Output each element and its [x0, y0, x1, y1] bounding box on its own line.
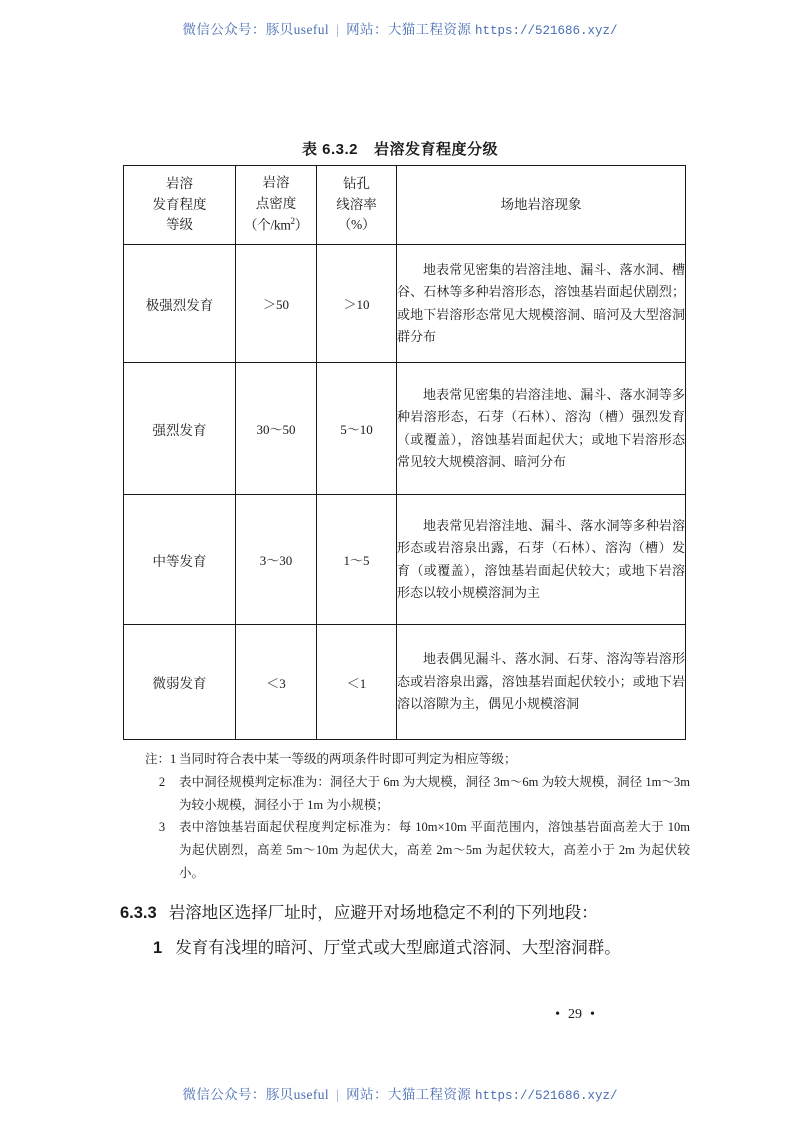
- header-grade-line-1: 岩溶: [166, 175, 193, 191]
- cell-density: ＜3: [236, 625, 317, 740]
- page-folio: [0, 1007, 800, 1023]
- header-density-unit-exponent: 2: [290, 216, 295, 227]
- table-notes: [145, 748, 690, 885]
- watermark-wechat-label: 微信公众号：豚贝useful: [182, 22, 330, 37]
- header-cell-grade: [124, 166, 236, 245]
- header-cell-point-density: [236, 166, 317, 245]
- cell-rate: ＜1: [317, 625, 397, 740]
- note-item: [145, 771, 690, 817]
- clause-text: 岩溶地区选择厂址时，应避开对场地稳定不利的下列地段：: [168, 904, 598, 922]
- watermark-wechat-label: 微信公众号：豚贝useful: [182, 1087, 330, 1102]
- watermark-url: https://521686.xyz/: [475, 1089, 618, 1103]
- folio-inner: [197, 1007, 603, 1023]
- note-text: 表中溶蚀基岩面起伏程度判定标准为：每 10m×10m 平面范围内，溶蚀基岩面高差大于 10m 为起伏剧烈，高差 5m～10m 为起伏大，高差 2m～5m 为起伏较大，高差小于 2m 为起伏较小。: [179, 820, 690, 880]
- watermark-separator: |: [336, 1087, 340, 1102]
- watermark-separator: |: [336, 22, 340, 37]
- header-density-line-2: 点密度: [255, 196, 297, 212]
- table-header: [124, 166, 686, 245]
- header-cell-borehole-dissolution-rate: [317, 166, 397, 245]
- note-label: 3: [158, 820, 166, 835]
- cell-phenomena: 地表常见密集的岩溶洼地、漏斗、落水洞、槽谷、石林等多种岩溶形态，溶蚀基岩面起伏剧烈；或地下岩溶形态常见大规模溶洞、暗河及大型溶洞群分布: [397, 245, 686, 363]
- table-body: [124, 245, 686, 740]
- cell-density: 3～30: [236, 495, 317, 625]
- watermark-site-label: 网站：大猫工程资源: [346, 1087, 472, 1102]
- cell-rate: 1～5: [317, 495, 397, 625]
- clause-paragraph: [120, 898, 685, 929]
- watermark-site-label: 网站：大猫工程资源: [346, 22, 472, 37]
- clause-number: 6.3.3: [120, 904, 157, 922]
- clause-item-text: 发育有浅埋的暗河、厅堂式或大型廊道式溶洞、大型溶洞群。: [175, 938, 621, 957]
- header-density-unit-main: （个/km: [244, 217, 291, 233]
- table-header-row: [124, 166, 686, 245]
- table-row: [124, 245, 686, 363]
- header-grade-line-3: 等级: [166, 217, 193, 233]
- note-item: [145, 748, 690, 771]
- cell-grade: 微弱发育: [124, 625, 236, 740]
- table-caption: [0, 138, 800, 159]
- header-density-line-1: 岩溶: [262, 175, 290, 191]
- table-row: [124, 625, 686, 740]
- note-label: 2: [158, 774, 166, 789]
- header-grade-line-2: 发育程度: [152, 196, 207, 212]
- table-caption-title: 岩溶发育程度分级: [374, 141, 499, 158]
- footer-watermark: [0, 1083, 800, 1103]
- table-row: [124, 363, 686, 495]
- cell-grade: 强烈发育: [124, 363, 236, 495]
- folio-page-number: 29: [568, 1007, 582, 1022]
- cell-rate: 5～10: [317, 363, 397, 495]
- header-rate-unit: （%）: [337, 217, 376, 233]
- header-rate-line-2: 线溶率: [336, 196, 377, 212]
- cell-density: ＞50: [236, 245, 317, 363]
- clause-item-number: 1: [153, 938, 163, 957]
- header-density-unit-close: ）: [294, 217, 308, 233]
- folio-left-dot: •: [555, 1007, 560, 1022]
- cell-grade: 极强烈发育: [124, 245, 236, 363]
- clause-sub-item: [120, 933, 685, 964]
- cell-phenomena: 地表偶见漏斗、落水洞、石芽、溶沟等岩溶形态或岩溶泉出露，溶蚀基岩面起伏较小；或地下岩溶以溶隙为主，偶见小规模溶洞: [397, 625, 686, 740]
- karst-development-grading-table: [123, 165, 686, 740]
- header-watermark: [0, 18, 800, 38]
- note-label: 注：1: [145, 752, 177, 766]
- clause-section: [120, 898, 685, 963]
- header-rate-line-1: 钻孔: [343, 175, 370, 191]
- watermark-url: https://521686.xyz/: [475, 24, 618, 38]
- header-density-unit: [236, 215, 316, 236]
- header-phenomena-label: 场地岩溶现象: [500, 196, 582, 212]
- note-text: 当同时符合表中某一等级的两项条件时即可判定为相应等级；: [179, 752, 517, 766]
- header-cell-site-karst-phenomena: [397, 166, 686, 245]
- table-row: [124, 495, 686, 625]
- note-item: [145, 816, 690, 884]
- cell-density: 30～50: [236, 363, 317, 495]
- note-text: 表中洞径规模判定标准为：洞径大于 6m 为大规模，洞径 3m～6m 为较大规模，洞径 1m～3m 为较小规模，洞径小于 1m 为小规模；: [179, 774, 690, 812]
- cell-phenomena: 地表常见岩溶洼地、漏斗、落水洞等多种岩溶形态或岩溶泉出露，石芽（石林）、溶沟（槽）发育（或覆盖），溶蚀基岩面起伏较大；或地下岩溶形态以较小规模溶洞为主: [397, 495, 686, 625]
- cell-rate: ＞10: [317, 245, 397, 363]
- cell-grade: 中等发育: [124, 495, 236, 625]
- cell-phenomena: 地表常见密集的岩溶洼地、漏斗、落水洞等多种岩溶形态，石芽（石林）、溶沟（槽）强烈发育（或覆盖），溶蚀基岩面起伏大；或地下岩溶形态常见较大规模溶洞、暗河分布: [397, 363, 686, 495]
- table-caption-number: 表 6.3.2: [301, 141, 358, 158]
- folio-right-dot: •: [590, 1007, 595, 1022]
